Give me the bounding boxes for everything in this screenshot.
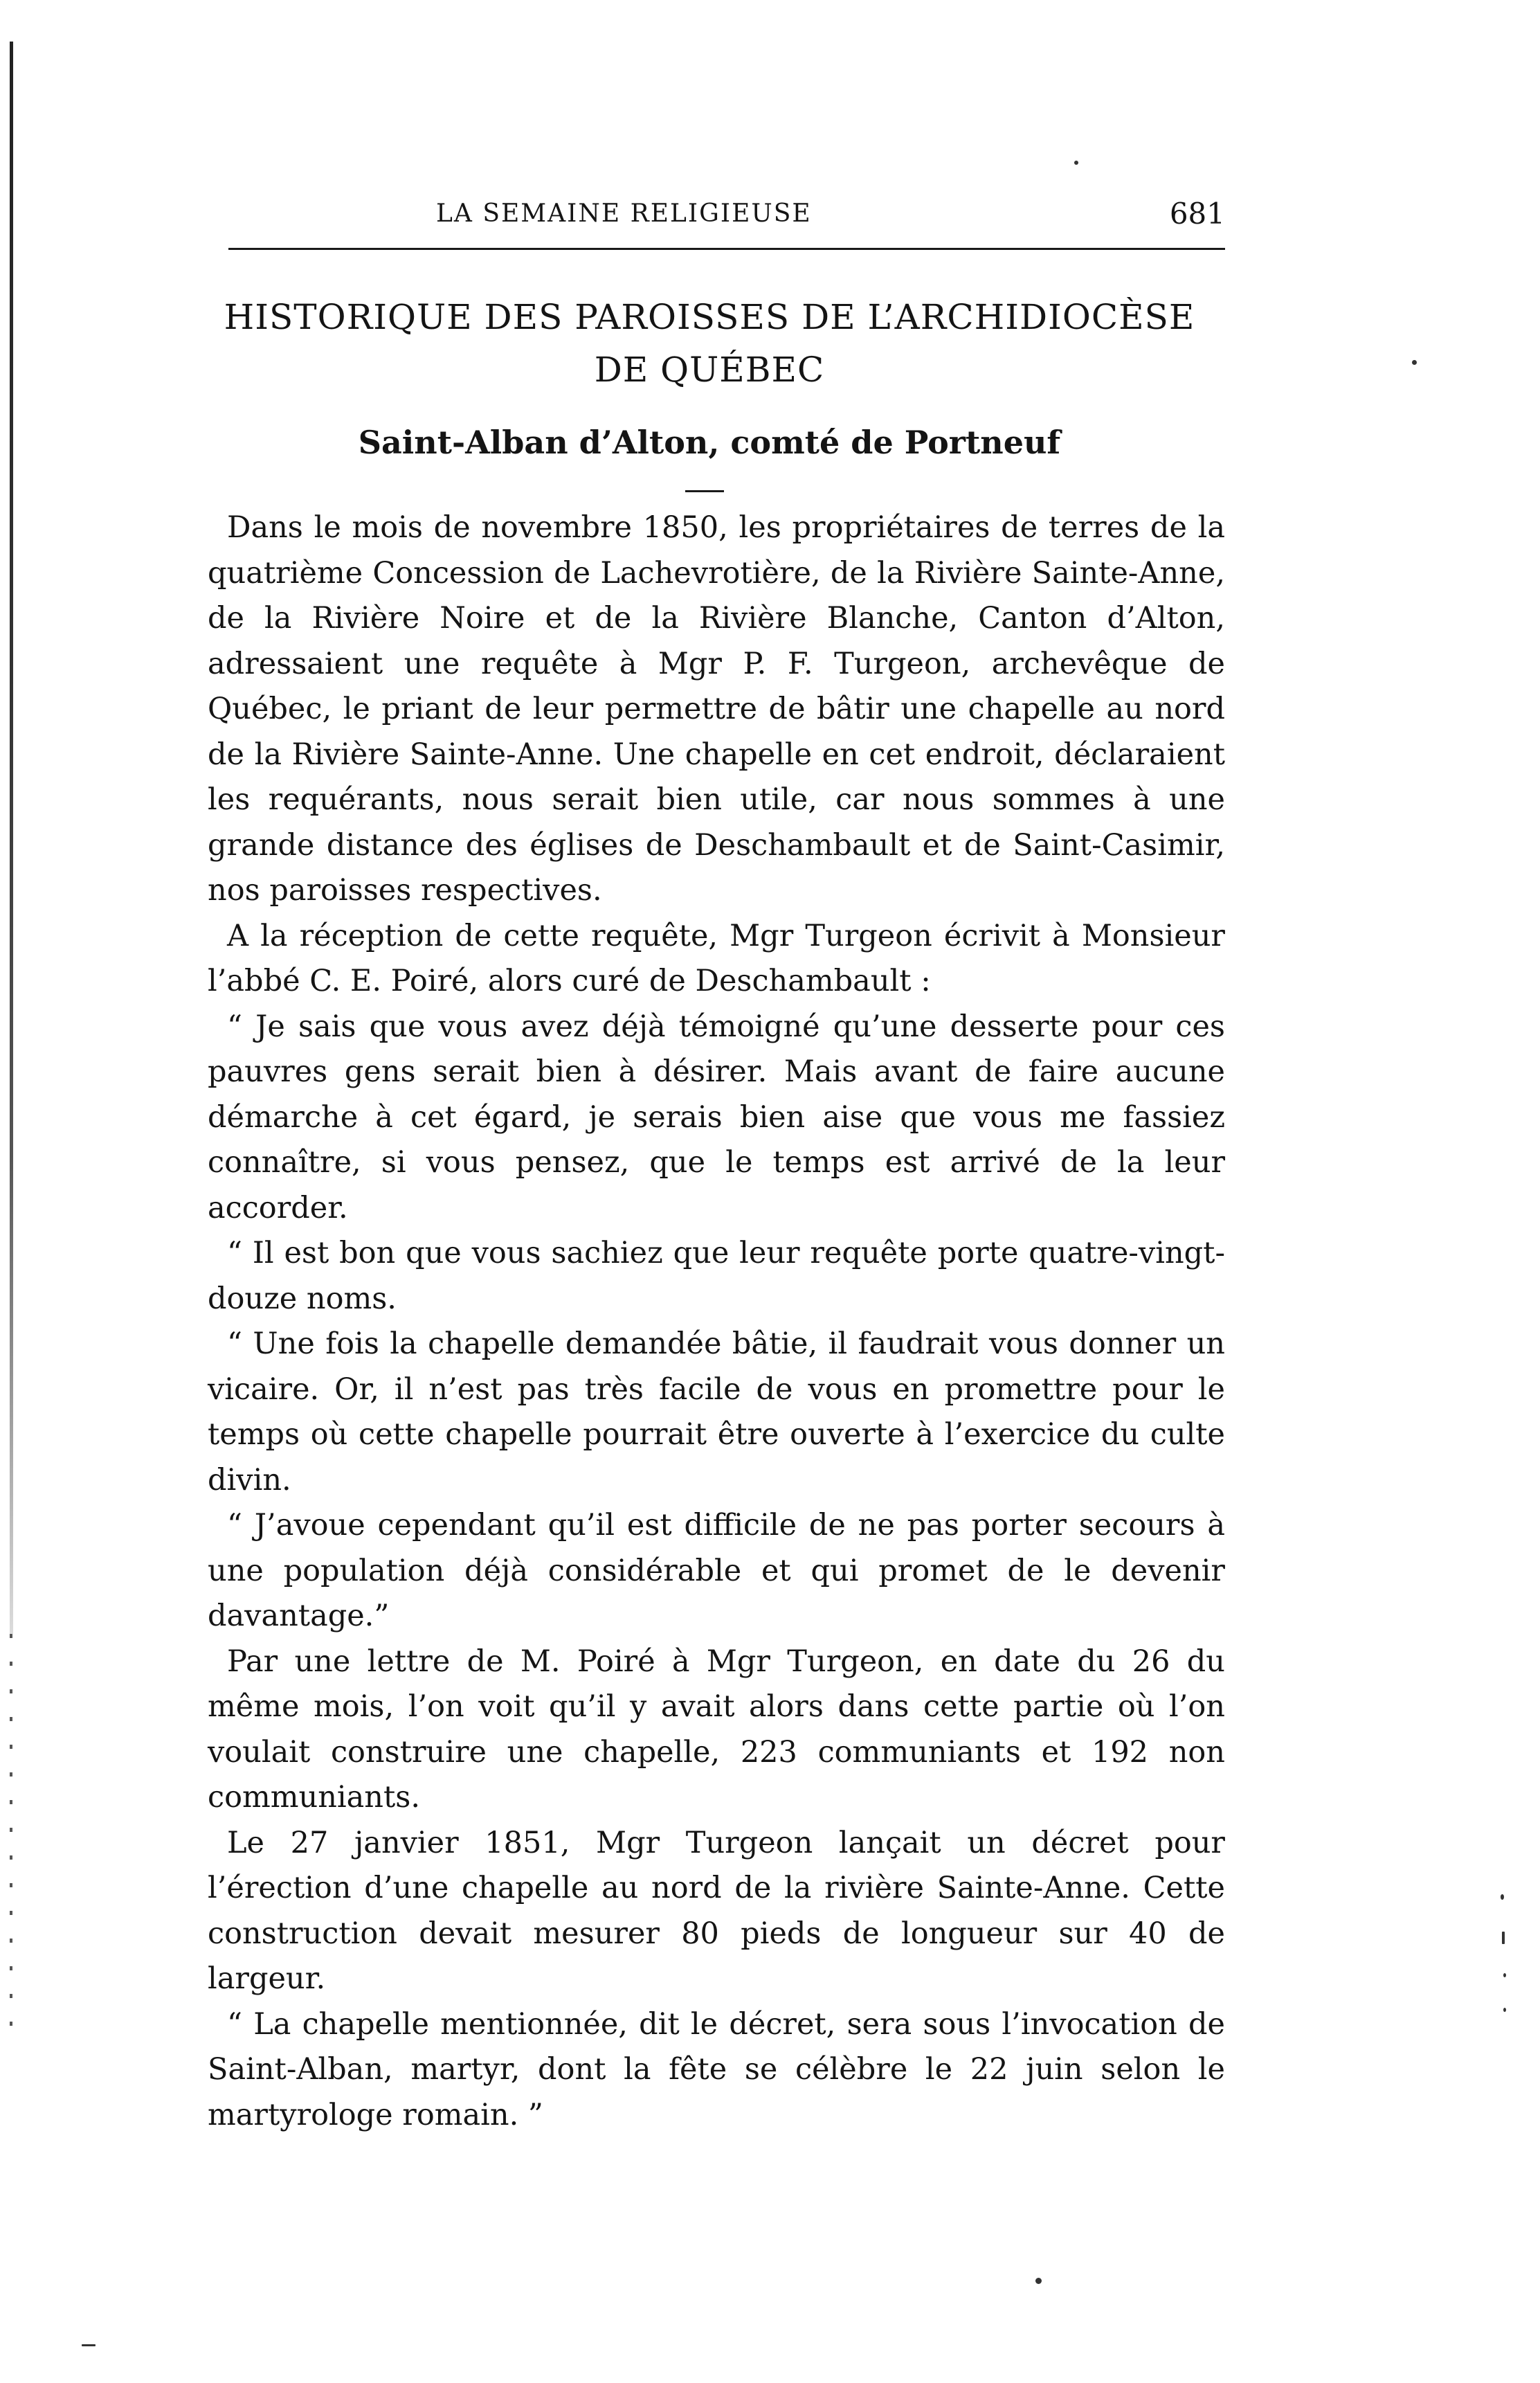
- paragraph: Le 27 janvier 1851, Mgr Turgeon lançait un décret pour l’érection d’une chapelle au nord de la rivière Sainte-Anne. Cette construction devait mesurer 80 pieds de longueur sur 40 de largeur.: [208, 1825, 1225, 1996]
- running-title: LA SEMAINE RELIGIEUSE: [436, 199, 812, 228]
- article-title-line-2: DE QUÉBEC: [594, 350, 825, 390]
- title-separator-dash: [685, 490, 724, 492]
- paragraph: “ La chapelle mentionnée, dit le décret, sera sous l’invocation de Saint-Alban, martyr, dont la fête se célèbre le 22 juin selon le martyrologe romain. ”: [208, 2006, 1225, 2132]
- article-title-line-1: HISTORIQUE DES PAROISSES DE L’ARCHIDIOCÈSE: [224, 297, 1195, 337]
- paragraph: Dans le mois de novembre 1850, les propriétaires de terres de la quatrième Concession de Lachevrotière, de la Rivière Sainte-Anne, de la Rivière Noire et de la Rivière Blanche, Canton d’Alton, adressaient une requête à Mgr P. F. Turgeon, archevêque de Québec, le priant de leur permettre de bâtir une chapelle au nord de la Rivière Sainte-Anne. Une chapelle en cet endroit, déclaraient les requérants, nous serait bien utile, car nous sommes à une grande distance des églises de Deschambault et de Saint-Casimir, nos paroisses respectives.: [208, 510, 1225, 908]
- scan-edge-artifact: [10, 42, 13, 1634]
- scan-speck: [1502, 1932, 1505, 1944]
- scan-speck: [1074, 161, 1078, 165]
- scan-edge-dots: [10, 1634, 12, 2049]
- scan-speck: [1412, 360, 1417, 365]
- article-subtitle: Saint-Alban d’Alton, comté de Portneuf: [358, 424, 1061, 461]
- paragraph: “ J’avoue cependant qu’il est difficile de ne pas porter secours à une population déjà considérable et qui promet de le devenir davantage.”: [208, 1508, 1225, 1633]
- scan-speck: [1501, 1894, 1504, 1900]
- article-body: [208, 505, 1225, 2138]
- scan-speck: [1035, 2278, 1042, 2284]
- paragraph: “ Une fois la chapelle demandée bâtie, il faudrait vous donner un vicaire. Or, il n’est pas très facile de vous en promettre pour le temps où cette chapelle pourrait être ouverte à l’exercice du culte divin.: [208, 1327, 1225, 1498]
- page-header: [228, 186, 1225, 234]
- scan-speck: [1503, 1973, 1506, 1977]
- scan-speck: [1503, 2008, 1506, 2012]
- article-title: [173, 291, 1246, 396]
- paragraph: “ Il est bon que vous sachiez que leur requête porte quatre-vingt-douze noms.: [208, 1236, 1225, 1316]
- scan-speck: [82, 2344, 96, 2346]
- paragraph: Par une lettre de M. Poiré à Mgr Turgeon, en date du 26 du même mois, l’on voit qu’il y avait alors dans cette partie où l’on voulait construire une chapelle, 223 communiants et 192 non communiants.: [208, 1644, 1225, 1815]
- paragraph: A la réception de cette requête, Mgr Turgeon écrivit à Monsieur l’abbé C. E. Poiré, alors curé de Deschambault :: [208, 918, 1225, 998]
- page-number: 681: [1169, 197, 1225, 231]
- header-rule: [228, 248, 1225, 250]
- paragraph: “ Je sais que vous avez déjà témoigné qu’une desserte pour ces pauvres gens serait bien à désirer. Mais avant de faire aucune démarche à cet égard, je serais bien aise que vous me fassiez connaître, si vous pensez, que le temps est arrivé de la leur accorder.: [208, 1009, 1225, 1225]
